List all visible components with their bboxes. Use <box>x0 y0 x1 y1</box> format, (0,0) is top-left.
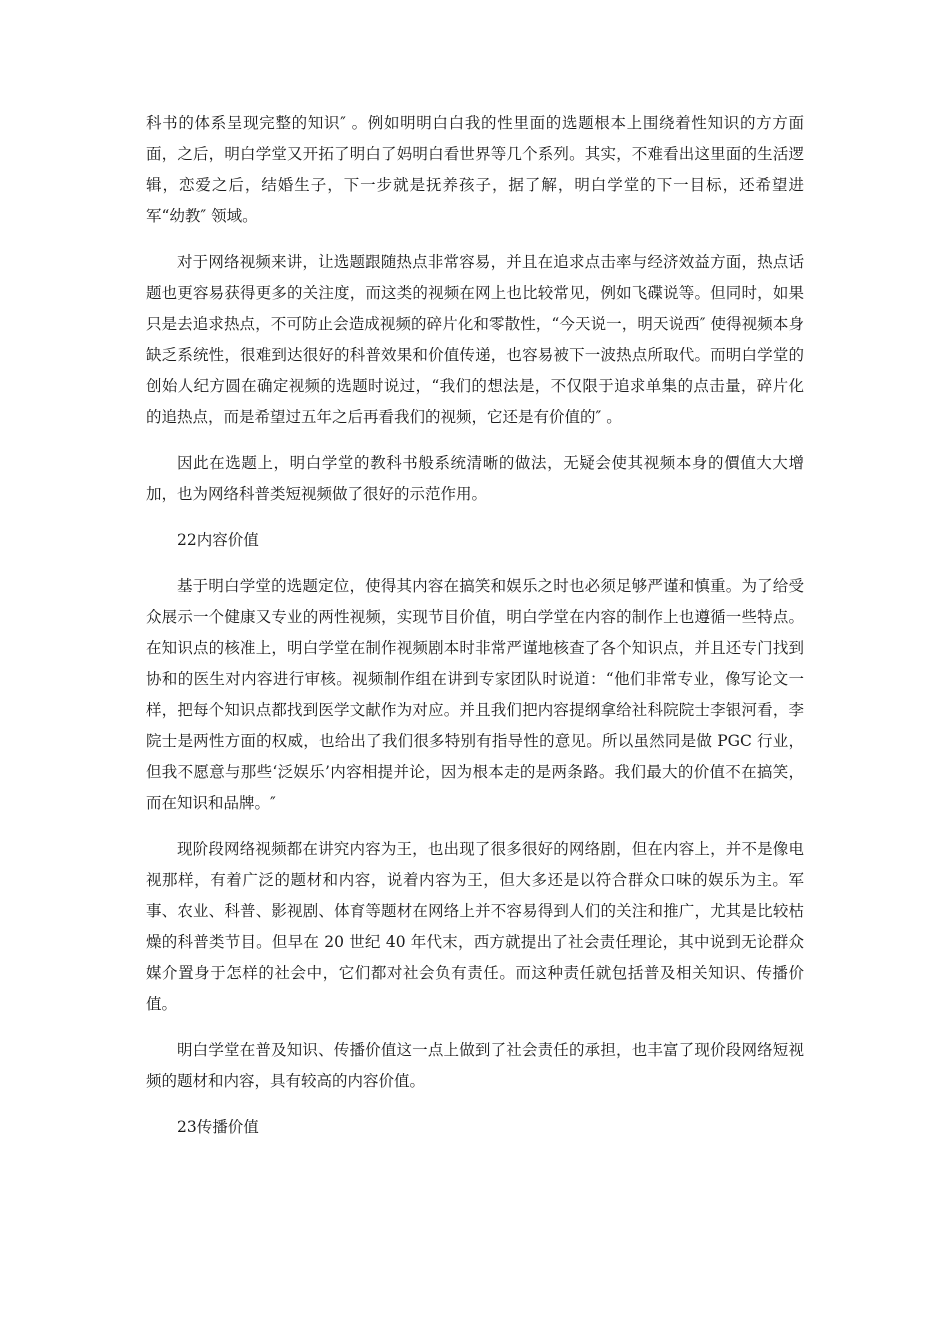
document-page <box>146 108 804 1158</box>
paragraph-continuation: 科书的体系呈现完整的知识″ 。例如明明白白我的性里面的选题根本上围绕着性知识的方方面面，之后，明白学堂又开拓了明白了妈明白看世界等几个系列。其实，不难看出这里面的生活逻辑，恋爱之后，结婚生子，下一步就是抚养孩子，据了解，明白学堂的下一目标，还希望进军“幼教″ 领域。 <box>146 114 804 225</box>
paragraph-topic-value: 因此在选题上，明白学堂的教科书般系统清晰的做法，无疑会使其视频本身的價值大大增加，也为网络科普类短视频做了很好的示范作用。 <box>146 454 804 503</box>
paragraph-hot-topics: 对于网络视频来讲，让选题跟随热点非常容易，并且在追求点击率与经济效益方面，热点话题也更容易获得更多的关注度，而这类的视频在网上也比较常见，例如飞碟说等。但同时，如果只是去追求热点，不可防止会造成视频的碎片化和零散性，“今天说一，明天说西″ 使得视频本身缺乏系统性，很难到达很好的科普效果和价值传递，也容易被下一波热点所取代。而明白学堂的创始人纪方圆在确定视频的选题时说过，“我们的想法是，不仅限于追求单集的点击量，碎片化的追热点，而是希望过五年之后再看我们的视频，它还是有价值的″ 。 <box>146 253 804 426</box>
paragraph-content-value-summary: 明白学堂在普及知识、传播价值这一点上做到了社会责任的承担，也丰富了现价段网络短视频的题材和内容，具有较高的内容价值。 <box>146 1041 804 1090</box>
section-heading-communication-value: 23传播价值 <box>177 1118 259 1136</box>
paragraph-content-rigor: 基于明白学堂的选题定位，使得其内容在搞笑和娱乐之时也必须足够严谨和慎重。为了给受众展示一个健康又专业的两性视频，实现节目价值，明白学堂在内容的制作上也遵循一些特点。在知识点的核准上，明白学堂在制作视频剧本时非常严谨地核查了各个知识点，并且还专门找到协和的医生对内容进行审核。视频制作组在讲到专家团队时说道：“他们非常专业，像写论文一样，把每个知识点都找到医学文献作为对应。并且我们把内容提纲拿给社科院院士李银河看，李院士是两性方面的权威，也给出了我们很多特别有指导性的意见。所以虽然同是做 PGC 行业，但我不愿意与那些‘泛娱乐’内容相提并论，因为根本走的是两条路。我们最大的价值不在搞笑，而在知识和品牌。″ <box>146 577 804 812</box>
section-heading-content-value: 22内容价值 <box>177 531 259 549</box>
paragraph-social-responsibility: 现阶段网络视频都在讲究内容为王，也出现了很多很好的网络剧，但在内容上，并不是像电视那样，有着广泛的题材和内容，说着内容为王，但大多还是以符合群众口味的娱乐为主。军事、农业、科普、影视剧、体育等题材在网络上并不容易得到人们的关注和推广，尤其是比较枯燥的科普类节目。但早在 20 世纪 40 年代末，西方就提出了社会责任理论，其中说到无论群众媒介置身于怎样的社会中，它们都对社会负有责任。而这种责任就包括普及相关知识、传播价值。 <box>146 840 804 1013</box>
